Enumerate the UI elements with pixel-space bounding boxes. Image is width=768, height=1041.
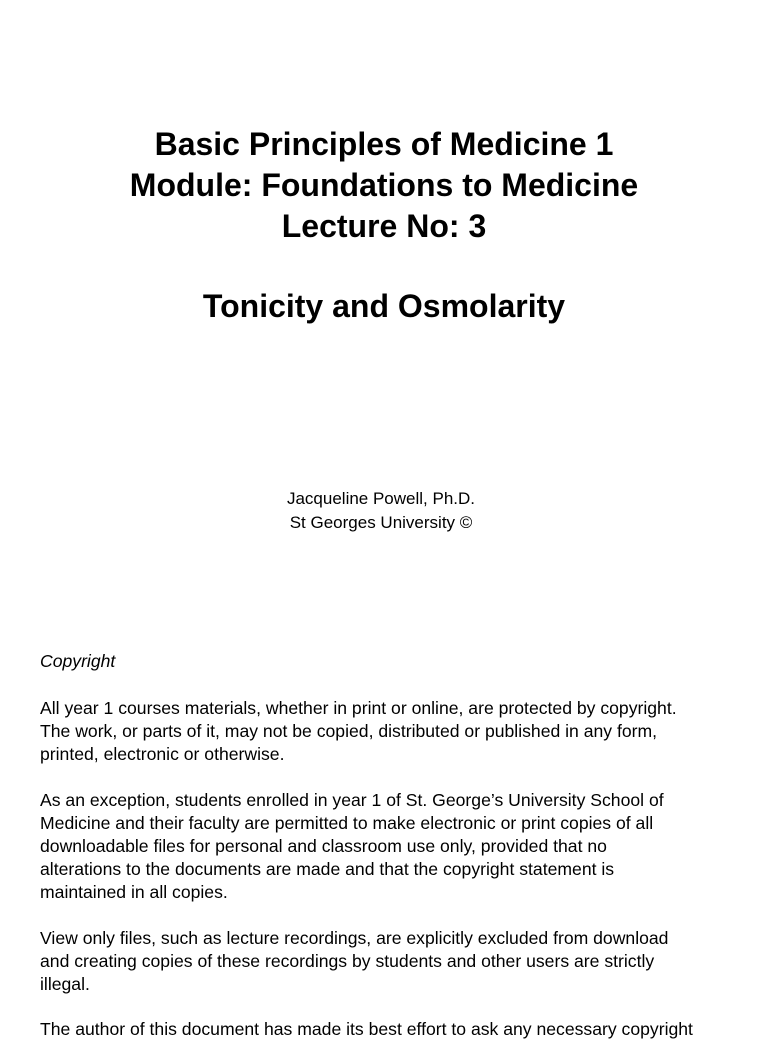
paragraph-line: and creating copies of these recordings by students and other users are strictly: [40, 951, 655, 971]
paragraph-line: alterations to the documents are made and that the copyright statement is: [40, 859, 615, 879]
paragraph-line: Medicine and their faculty are permitted to make electronic or print copies of all: [40, 813, 654, 833]
copyright-heading: Copyright: [40, 651, 116, 671]
title-line: Module: Foundations to Medicine: [129, 167, 639, 203]
document-title: [0, 124, 768, 247]
author-block: [0, 487, 762, 535]
author-name: Jacqueline Powell, Ph.D.: [286, 489, 476, 508]
paragraph-line: The author of this document has made its best effort to ask any necessary copyright: [40, 1019, 693, 1039]
paragraph-line: View only files, such as lecture recordings, are explicitly excluded from download: [40, 928, 669, 948]
paragraph-line: As an exception, students enrolled in year 1 of St. George’s University School of: [40, 790, 664, 810]
paragraph-line: illegal.: [40, 974, 90, 994]
paragraph-line: downloadable files for personal and classroom use only, provided that no: [40, 836, 607, 856]
paragraph-line: The work, or parts of it, may not be copied, distributed or published in any form,: [40, 721, 658, 741]
copyright-paragraph-2: [40, 789, 745, 904]
paragraph-line: maintained in all copies.: [40, 882, 228, 902]
title-line: Lecture No: 3: [281, 208, 487, 244]
lecture-subtitle: Tonicity and Osmolarity: [202, 288, 566, 324]
title-line: Basic Principles of Medicine 1: [154, 126, 614, 162]
institution-name: St Georges University ©: [289, 513, 473, 532]
copyright-paragraph-4: [40, 1018, 745, 1041]
paragraph-line: All year 1 courses materials, whether in print or online, are protected by copyright.: [40, 698, 677, 718]
copyright-paragraph-1: [40, 697, 745, 766]
copyright-paragraph-3: [40, 927, 745, 996]
paragraph-line: printed, electronic or otherwise.: [40, 744, 285, 764]
